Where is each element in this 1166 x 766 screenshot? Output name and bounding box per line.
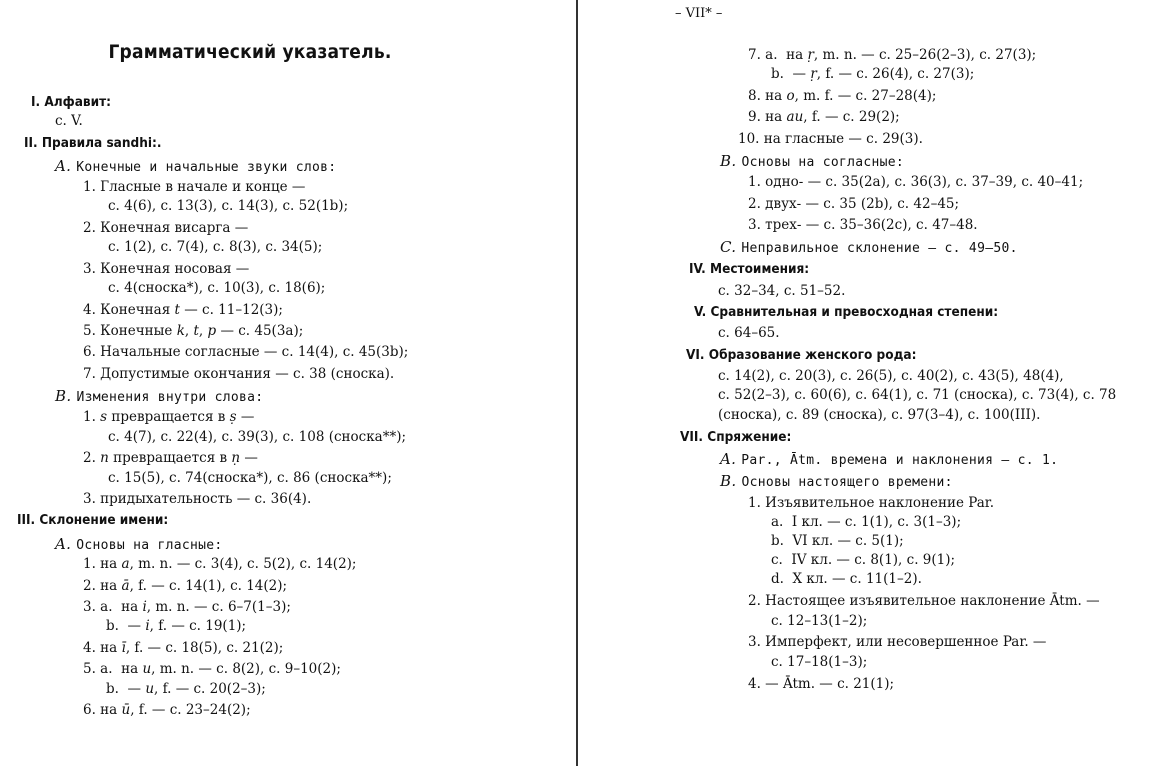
index-entry bbox=[108, 238, 322, 256]
entry-text: s превращается в ṣ — bbox=[100, 409, 255, 425]
index-entry bbox=[83, 490, 311, 508]
entry-number: 3. bbox=[748, 634, 766, 650]
entry-text: d. X кл. — с. 11(1–2). bbox=[771, 571, 922, 587]
index-entry bbox=[748, 87, 936, 105]
index-entry bbox=[83, 322, 303, 340]
entry-text: Конечная t — с. 11–12(3); bbox=[100, 302, 283, 318]
section-letter: B. bbox=[720, 472, 742, 490]
index-entry bbox=[83, 178, 305, 196]
entry-number: 6. bbox=[83, 702, 101, 718]
entry-number: 6. bbox=[83, 344, 101, 360]
entry-text: с. 1(2), с. 7(4), с. 8(3), с. 34(5); bbox=[108, 239, 323, 255]
entry-text: Основы настоящего времени: bbox=[741, 475, 953, 490]
section-letter: A. bbox=[720, 450, 742, 468]
entry-text: Конечная носовая — bbox=[100, 261, 250, 277]
entry-text: Изменения внутри слова: bbox=[76, 390, 264, 405]
entry-text: (сноска), с. 89 (сноска), с. 97(3–4), с. 100(III). bbox=[718, 407, 1041, 423]
index-entry bbox=[771, 551, 955, 569]
entry-text: Склонение имени: bbox=[39, 512, 169, 528]
index-entry bbox=[738, 130, 923, 148]
entry-text: Неправильное склонение — с. 49–50. bbox=[741, 241, 1018, 256]
index-subsection-heading bbox=[720, 450, 1058, 470]
entry-number: III. bbox=[17, 512, 40, 528]
entry-number: 8. bbox=[748, 88, 766, 104]
entry-text: Конечные k, t, p — с. 45(3a); bbox=[100, 323, 304, 339]
index-entry bbox=[748, 195, 959, 213]
entry-text: Правила sandhi:. bbox=[41, 135, 162, 151]
section-letter: B. bbox=[720, 152, 742, 170]
entry-text: Par., Ātm. времена и наклонения — с. 1. bbox=[741, 453, 1059, 468]
index-entry bbox=[83, 598, 291, 616]
entry-number: 3. bbox=[83, 261, 101, 277]
entry-text: n превращается в ṇ — bbox=[100, 450, 258, 466]
entry-text: Имперфект, или несовершенное Par. — bbox=[765, 634, 1047, 650]
index-entry bbox=[55, 112, 83, 130]
entry-text: a. I кл. — с. 1(1), с. 3(1–3); bbox=[771, 514, 962, 530]
entry-text: — Ātm. — с. 21(1); bbox=[765, 676, 895, 692]
entry-text: на a, m. n. — с. 3(4), с. 5(2), с. 14(2); bbox=[100, 556, 357, 572]
entry-text: Конечная висарга — bbox=[100, 220, 249, 236]
left-page bbox=[0, 0, 574, 766]
index-section-heading bbox=[694, 303, 998, 321]
index-section-heading bbox=[689, 260, 809, 278]
entry-number: 4. bbox=[83, 640, 101, 656]
entry-text: Конечные и начальные звуки слов: bbox=[76, 160, 337, 175]
entry-text: b. — ṛ, f. — с. 26(4), с. 27(3); bbox=[771, 66, 975, 82]
entry-text: Образование женского рода: bbox=[708, 347, 917, 363]
index-entry bbox=[748, 46, 1036, 64]
entry-number: 3. bbox=[83, 491, 101, 507]
entry-text: на au, f. — с. 29(2); bbox=[765, 109, 900, 125]
index-subsection-heading bbox=[55, 535, 223, 555]
entry-text: с. 17–18(1–3); bbox=[771, 654, 868, 670]
entry-text: с. 14(2), с. 20(3), с. 26(5), с. 40(2), с. 43(5), 48(4), bbox=[718, 368, 1064, 384]
entry-text: с. 4(сноска*), с. 10(3), с. 18(6); bbox=[108, 280, 326, 296]
entry-number: 2. bbox=[83, 450, 101, 466]
index-entry bbox=[83, 555, 356, 573]
index-section-heading bbox=[686, 346, 916, 364]
entry-text: одно- — с. 35(2a), с. 36(3), с. 37–39, с. 40–41; bbox=[765, 174, 1084, 190]
index-entry bbox=[108, 428, 406, 446]
entry-number: II. bbox=[24, 135, 42, 151]
entry-number: 1. bbox=[83, 556, 101, 572]
index-subsection-heading bbox=[55, 157, 336, 177]
entry-text: Допустимые окончания — с. 38 (сноска). bbox=[100, 366, 395, 382]
entry-number: 4. bbox=[748, 676, 766, 692]
index-section-heading bbox=[17, 511, 168, 529]
entry-number: IV. bbox=[689, 261, 711, 277]
index-entry bbox=[83, 365, 394, 383]
index-entry bbox=[83, 449, 258, 467]
entry-text: Изъявительное наклонение Par. bbox=[765, 495, 995, 511]
index-entry bbox=[108, 469, 392, 487]
entry-text: c. IV кл. — с. 8(1), с. 9(1); bbox=[771, 552, 956, 568]
index-subsection-heading bbox=[55, 387, 263, 407]
entry-text: a. на u, m. n. — с. 8(2), с. 9–10(2); bbox=[100, 661, 341, 677]
entry-number: 7. bbox=[748, 47, 766, 63]
entry-number: I. bbox=[31, 94, 45, 110]
index-entry bbox=[83, 639, 283, 657]
entry-number: 10. bbox=[738, 131, 764, 147]
index-entry bbox=[83, 219, 248, 237]
entry-text: Настоящее изъявительное наклонение Ātm. — bbox=[765, 593, 1100, 609]
index-section-heading bbox=[680, 428, 791, 446]
index-section-heading bbox=[24, 134, 162, 152]
index-entry bbox=[771, 532, 904, 550]
entry-text: Основы на согласные: bbox=[741, 155, 905, 170]
entry-number: VI. bbox=[686, 347, 709, 363]
index-section-heading bbox=[31, 93, 111, 111]
entry-text: на ī, f. — с. 18(5), с. 21(2); bbox=[100, 640, 284, 656]
entry-text: с. V. bbox=[55, 113, 83, 129]
index-entry bbox=[718, 324, 780, 342]
page-divider bbox=[576, 0, 578, 766]
index-entry bbox=[771, 570, 922, 588]
page-number: – VII* – bbox=[675, 6, 723, 21]
index-entry bbox=[748, 173, 1083, 191]
entry-text: на o, m. f. — с. 27–28(4); bbox=[765, 88, 937, 104]
entry-number: 3. bbox=[748, 217, 766, 233]
entry-text: b. VI кл. — с. 5(1); bbox=[771, 533, 904, 549]
section-letter: C. bbox=[720, 238, 742, 256]
index-entry bbox=[771, 653, 867, 671]
entry-text: Спряжение: bbox=[707, 429, 792, 445]
index-entry bbox=[83, 343, 408, 361]
index-subsection-heading bbox=[720, 238, 1018, 258]
index-entry bbox=[771, 65, 974, 83]
index-entry bbox=[718, 406, 1040, 424]
entry-number: 5. bbox=[83, 661, 101, 677]
entry-text: Алфавит: bbox=[44, 94, 111, 110]
entry-text: с. 15(5), с. 74(сноска*), с. 86 (сноска**); bbox=[108, 470, 392, 486]
entry-number: 5. bbox=[83, 323, 101, 339]
entry-number: 4. bbox=[83, 302, 101, 318]
index-entry bbox=[748, 592, 1100, 610]
entry-text: Начальные согласные — с. 14(4), с. 45(3b); bbox=[100, 344, 409, 360]
entry-number: 7. bbox=[83, 366, 101, 382]
index-entry bbox=[748, 108, 900, 126]
index-entry bbox=[771, 612, 867, 630]
index-subsection-heading bbox=[720, 152, 904, 172]
entry-text: a. на i, m. n. — с. 6–7(1–3); bbox=[100, 599, 291, 615]
entry-text: Гласные в начале и конце — bbox=[100, 179, 306, 195]
index-entry bbox=[748, 633, 1046, 651]
entry-text: на гласные — с. 29(3). bbox=[763, 131, 923, 147]
entry-text: с. 32–34, с. 51–52. bbox=[718, 283, 846, 299]
entry-number: 2. bbox=[748, 593, 766, 609]
index-entry bbox=[108, 197, 348, 215]
index-entry bbox=[83, 260, 249, 278]
entry-text: b. — i, f. — с. 19(1); bbox=[106, 618, 247, 634]
index-entry bbox=[748, 494, 994, 512]
entry-text: с. 64–65. bbox=[718, 325, 780, 341]
index-entry bbox=[83, 701, 251, 719]
index-entry bbox=[718, 282, 845, 300]
index-entry bbox=[83, 408, 254, 426]
section-letter: A. bbox=[55, 157, 77, 175]
index-entry bbox=[83, 301, 283, 319]
entry-number: 1. bbox=[83, 409, 101, 425]
entry-number: 1. bbox=[748, 495, 766, 511]
entry-text: с. 12–13(1–2); bbox=[771, 613, 868, 629]
index-entry bbox=[748, 675, 894, 693]
entry-text: a. на ṛ, m. n. — с. 25–26(2–3), с. 27(3); bbox=[765, 47, 1037, 63]
index-entry bbox=[748, 216, 978, 234]
entry-text: с. 4(7), с. 22(4), с. 39(3), с. 108 (сноска**); bbox=[108, 429, 407, 445]
entry-text: с. 4(6), с. 13(3), с. 14(3), с. 52(1b); bbox=[108, 198, 349, 214]
index-entry bbox=[83, 660, 341, 678]
entry-number: V. bbox=[694, 304, 711, 320]
index-subsection-heading bbox=[720, 472, 953, 492]
entry-number: 1. bbox=[83, 179, 101, 195]
entry-number: 2. bbox=[83, 220, 101, 236]
section-letter: A. bbox=[55, 535, 77, 553]
entry-number: 9. bbox=[748, 109, 766, 125]
page-title: Грамматический указатель. bbox=[108, 41, 392, 63]
entry-text: b. — u, f. — с. 20(2–3); bbox=[106, 681, 266, 697]
entry-number: VII. bbox=[680, 429, 708, 445]
entry-text: Основы на гласные: bbox=[76, 538, 223, 553]
entry-text: Сравнительная и превосходная степени: bbox=[710, 304, 999, 320]
entry-text: трех- — с. 35–36(2c), с. 47–48. bbox=[765, 217, 978, 233]
index-entry bbox=[106, 680, 266, 698]
entry-text: с. 52(2–3), с. 60(6), с. 64(1), с. 71 (сноска), с. 73(4), с. 78 bbox=[718, 387, 1117, 403]
right-page bbox=[580, 0, 1166, 766]
entry-text: на ū, f. — с. 23–24(2); bbox=[100, 702, 251, 718]
index-entry bbox=[771, 513, 961, 531]
entry-text: придыхательность — с. 36(4). bbox=[100, 491, 312, 507]
entry-text: двух- — с. 35 (2b), с. 42–45; bbox=[765, 196, 960, 212]
section-letter: B. bbox=[55, 387, 77, 405]
index-entry bbox=[718, 367, 1064, 385]
index-entry bbox=[108, 279, 325, 297]
entry-number: 2. bbox=[748, 196, 766, 212]
entry-number: 2. bbox=[83, 578, 101, 594]
index-entry bbox=[106, 617, 246, 635]
entry-number: 1. bbox=[748, 174, 766, 190]
index-entry bbox=[83, 577, 287, 595]
index-entry bbox=[718, 386, 1116, 404]
entry-text: Местоимения: bbox=[710, 261, 810, 277]
entry-text: на ā, f. — с. 14(1), с. 14(2); bbox=[100, 578, 288, 594]
entry-number: 3. bbox=[83, 599, 101, 615]
